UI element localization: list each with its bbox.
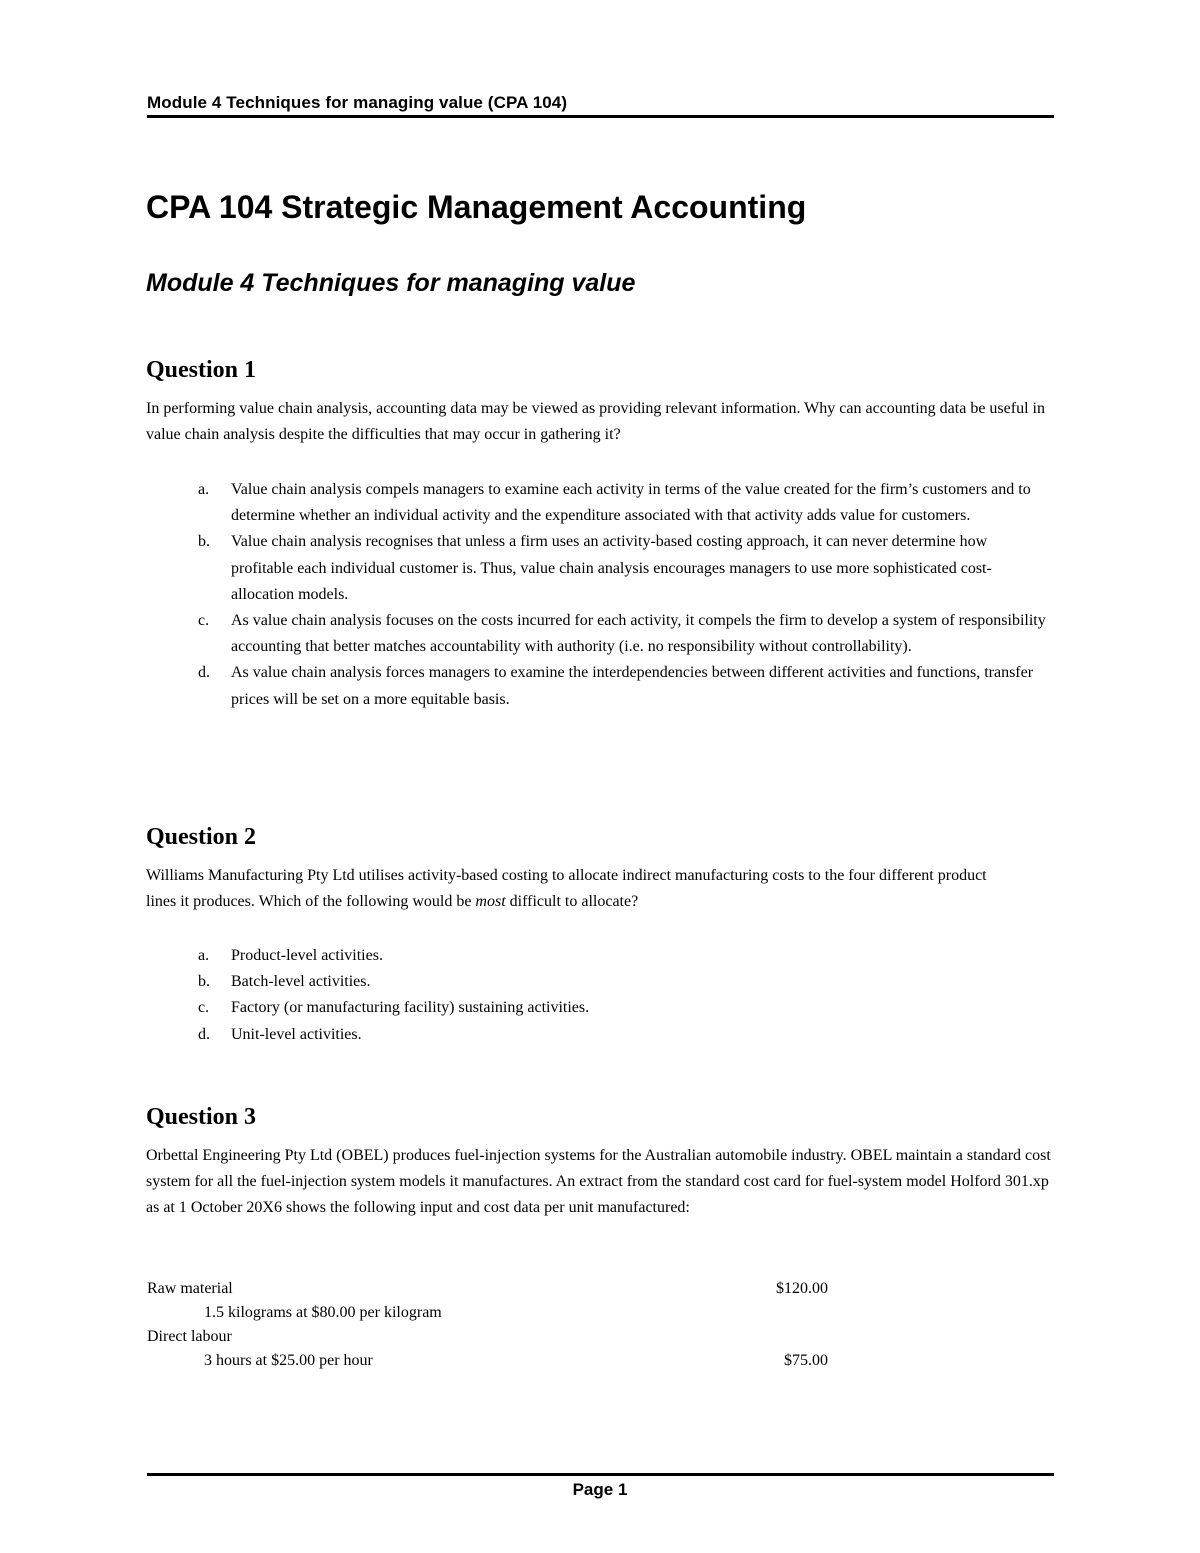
option-text: Batch-level activities.: [231, 973, 371, 991]
option-letter: d.: [198, 1025, 210, 1043]
document-subtitle: Module 4 Techniques for managing value: [146, 269, 636, 297]
option-item: [146, 529, 1046, 608]
document-title: CPA 104 Strategic Management Accounting: [146, 189, 807, 225]
question-1-heading: Question 1: [146, 357, 257, 383]
footer-rule: [147, 1473, 1054, 1476]
cost-row: [147, 1349, 847, 1373]
option-letter: b.: [198, 533, 210, 551]
cost-row: [147, 1277, 847, 1301]
option-text: Value chain analysis compels managers to examine each activity in terms of the value created for the firm’s customers and to determine whether an individual activity and the expenditure associated with that activity adds value for customers.: [231, 481, 1031, 525]
option-item: [146, 477, 1046, 529]
option-letter: a.: [198, 481, 210, 498]
question-3-text: Orbettal Engineering Pty Ltd (OBEL) produces fuel-injection systems for the Australian automobile industry. OBEL maintain a standard cost system for all the fuel-injection system models it manufactures. An extract from the standard cost card for fuel-system model Holford 301.xp as at 1 October 20X6 shows the following input and cost data per unit manufactured:: [146, 1147, 1051, 1216]
option-item: [146, 995, 1046, 1021]
option-text: Factory (or manufacturing facility) sustaining activities.: [231, 999, 590, 1017]
running-header: Module 4 Techniques for managing value (CPA 104): [147, 93, 568, 112]
page-number: Page 1: [572, 1480, 628, 1499]
option-text: As value chain analysis forces managers to examine the interdependencies between different activities and functions, transfer prices will be set on a more equitable basis.: [231, 664, 1034, 708]
cost-row: [147, 1301, 847, 1325]
cost-amount: $120.00: [776, 1280, 828, 1297]
option-letter: c.: [198, 999, 210, 1017]
option-letter: c.: [198, 612, 210, 630]
cost-label: 1.5 kilograms at $80.00 per kilogram: [204, 1304, 442, 1321]
standard-cost-card: [147, 1277, 847, 1373]
question-2-emphasis: most: [475, 893, 506, 910]
option-text: As value chain analysis focuses on the costs incurred for each activity, it compels the firm to develop a system of responsibility accounting that better matches accountability with authority (i.e. no responsibility without controllability).: [231, 612, 1046, 656]
option-item: [146, 608, 1046, 660]
option-item: [146, 969, 1046, 995]
option-letter: a.: [198, 947, 210, 964]
question-1-text: In performing value chain analysis, accounting data may be viewed as providing relevant information. Why can accounting data be useful in value chain analysis despite the difficulties that may occur in gathering it?: [146, 400, 1045, 443]
cost-row: [147, 1325, 847, 1349]
header-rule: [147, 115, 1054, 118]
cost-label: Raw material: [147, 1280, 233, 1297]
question-3-heading: Question 3: [146, 1104, 257, 1130]
cost-label: 3 hours at $25.00 per hour: [204, 1352, 373, 1369]
question-2-options: [146, 943, 1046, 1048]
cost-amount: $75.00: [784, 1352, 828, 1369]
option-text: Unit-level activities.: [231, 1025, 362, 1043]
question-2-heading: Question 2: [146, 824, 257, 850]
question-2-text-start: Williams Manufacturing Pty Ltd utilises activity-based costing to allocate indirect manufacturing costs to the four different product lines it produces. Which of the following would be: [146, 867, 987, 910]
question-1-options: [146, 477, 1046, 713]
cost-label: Direct labour: [147, 1328, 232, 1345]
question-2-text: [146, 863, 1016, 915]
option-letter: b.: [198, 973, 210, 991]
option-item: [146, 660, 1046, 712]
option-item: [146, 943, 1046, 969]
option-text: Product-level activities.: [231, 947, 383, 964]
option-text: Value chain analysis recognises that unless a firm uses an activity-based costing approach, it can never determine how profitable each individual customer is. Thus, value chain analysis encourages managers to use more sophisticated cost-allocation models.: [231, 533, 992, 603]
option-letter: d.: [198, 664, 210, 682]
question-2-text-end: difficult to allocate?: [505, 893, 639, 910]
option-item: [146, 1022, 1046, 1048]
